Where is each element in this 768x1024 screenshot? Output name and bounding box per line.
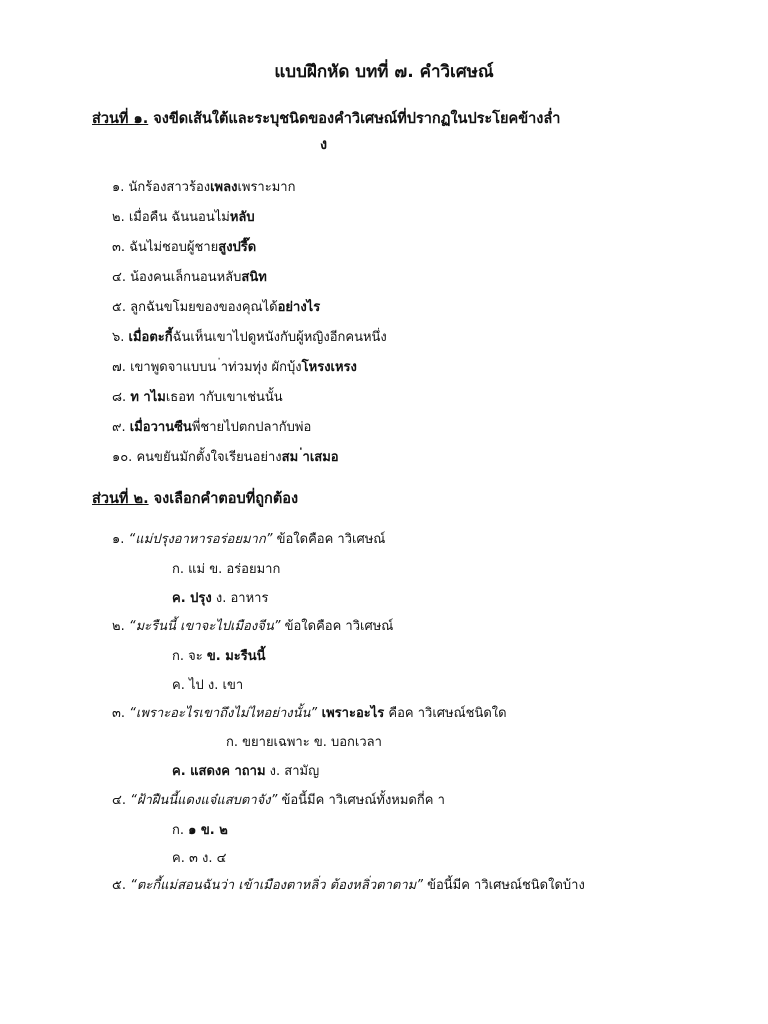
- question-2-options-b: ค. ไป ง. เขา: [172, 678, 244, 693]
- list-item: ๗. เขาพูดจาแบบน ่าท่วมทุ่ง ผักบุ้งโหรงเหรง: [112, 360, 357, 375]
- list-item: ๔. น้องคนเล็กนอนหลับสนิท: [112, 270, 267, 285]
- question-2: ๒. “มะรืนนี้ เขาจะไปเมืองจีน” ข้อใดคือค าวิเศษณ์: [112, 619, 394, 634]
- list-item: ๓. ฉันไม่ชอบผู้ชายสูงปรี๊ด: [112, 240, 257, 255]
- part2-heading: [92, 486, 692, 512]
- list-item: ๒. เมื่อคืน ฉันนอนไม่หลับ: [112, 210, 255, 225]
- part1-instruction: จงขีดเส้นใต้และระบุชนิดของคำวิเศษณ์ที่ปรากฏในประโยคข้างล่ำ: [153, 111, 561, 127]
- question-1-options-b: ค. ปรุง ง. อาหาร: [172, 591, 269, 606]
- list-item: ๑. นักร้องสาวร้องเพลงเพราะมาก: [112, 180, 296, 195]
- list-item: ๑๐. คนขยันมักตั้งใจเรียนอย่างสม ่าเสมอ: [112, 450, 339, 465]
- question-3-options-a: ก. ขยายเฉพาะ ข. บอกเวลา: [226, 735, 382, 750]
- question-4: ๔. “ฝ้าฝืนนี้แดงแจ๋แสบตาจัง” ข้อนี้มีค าวิเศษณ์ทั้งหมดกี่ค า: [112, 793, 445, 808]
- part1-heading: [92, 106, 692, 158]
- part2-instruction: จงเลือกคำตอบที่ถูกต้อง: [153, 491, 299, 507]
- part2-label: ส่วนที่ ๒.: [92, 491, 149, 507]
- question-5: ๕. “ตะกี้แม่สอนฉันว่า เข้าเมืองตาหลิ่ว ต้องหลิ่วตาตาม” ข้อนี้มีค าวิเศษณ์ชนิดใดบ้าง: [112, 878, 585, 893]
- question-3: ๓. “เพราะอะไรเขาถึงไม่ไหอย่างนั้น” เพราะอะไร คือค าวิเศษณ์ชนิดใด: [112, 706, 507, 721]
- list-item: ๕. ลูกฉันขโมยของของคุณได้อย่างไร: [112, 300, 321, 315]
- page-title: แบบฝึกหัด บทที่ ๗. คำวิเศษณ์: [274, 62, 494, 82]
- question-4-options-a: ก. ๑ ข. ๒: [172, 823, 228, 838]
- list-item: ๘. ท าไมเธอท ากับเขาเช่นนั้น: [112, 390, 283, 405]
- question-1: ๑. “แม่ปรุงอาหารอร่อยมาก” ข้อใดคือค าวิเศษณ์: [112, 532, 386, 547]
- question-4-options-b: ค. ๓ ง. ๔: [172, 851, 227, 866]
- list-item: ๙. เมื่อวานซืนพี่ชายไปตกปลากับพ่อ: [112, 420, 312, 435]
- list-item: ๖. เมื่อตะกี้ฉันเห็นเขาไปดูหนังกับผู้หญิงอีกคนหนึ่ง: [112, 330, 387, 345]
- question-1-options-a: ก. แม่ ข. อร่อยมาก: [172, 562, 281, 577]
- question-2-options-a: ก. จะ ข. มะรืนนี้: [172, 649, 266, 664]
- question-3-options-b: ค. แสดงค าถาม ง. สามัญ: [172, 764, 320, 779]
- part1-label: ส่วนที่ ๑.: [92, 111, 149, 127]
- part1-instruction-wrap: ง: [320, 137, 328, 153]
